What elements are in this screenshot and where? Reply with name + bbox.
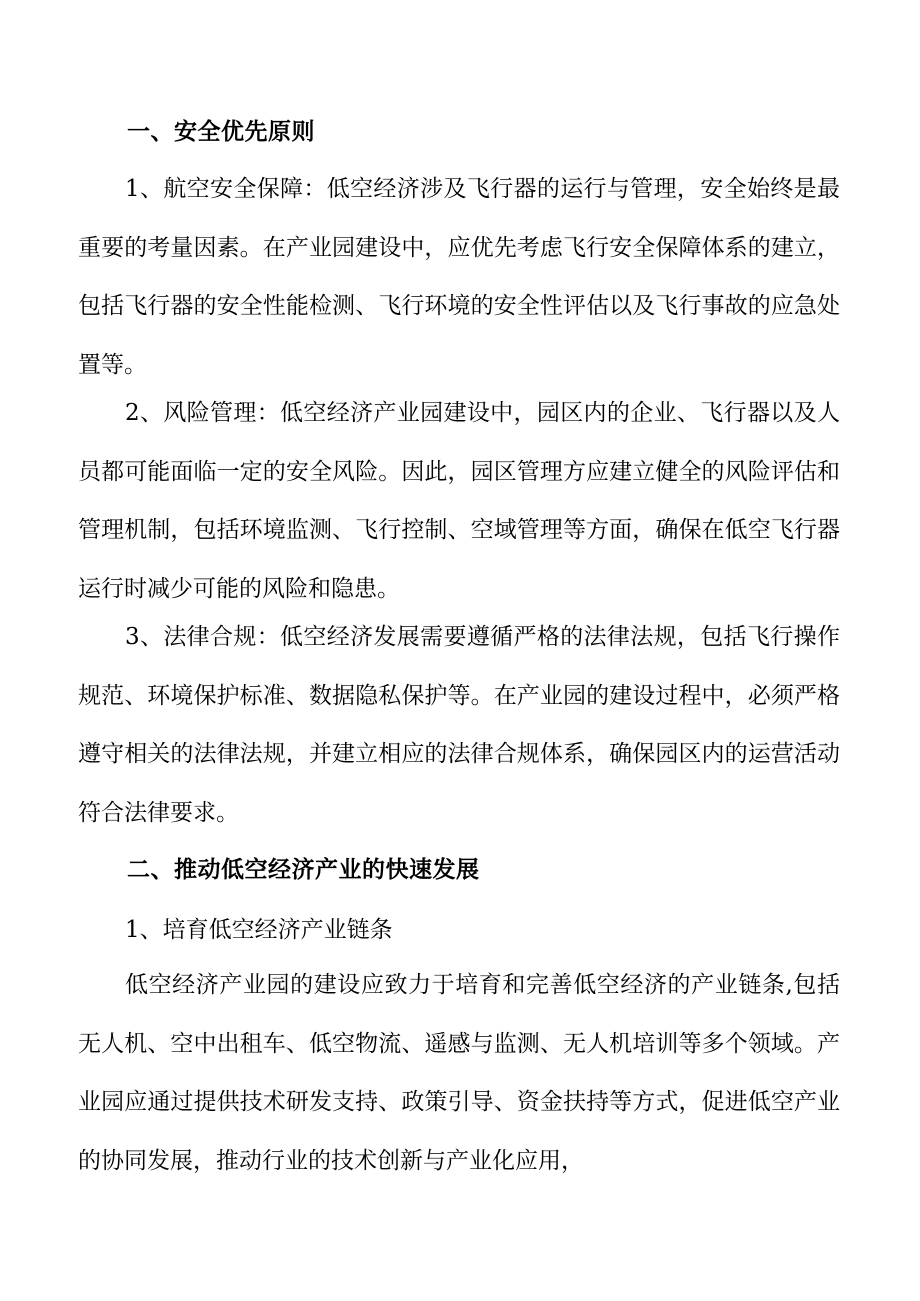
- section-heading-industry-development: 二、推动低空经济产业的快速发展: [127, 856, 480, 883]
- section-heading-safety-first: 一、安全优先原则: [127, 118, 315, 145]
- paragraph-aviation-safety: 1、航空安全保障：低空经济涉及飞行器的运行与管理，安全始终是最重要的考量因素。在产业园建设中，应优先考虑飞行安全保障体系的建立，包括飞行器的安全性能检测、飞行环境的安全性评估以及飞行事故的应急处置等。: [78, 176, 840, 378]
- subheading-industry-chain: 1、培育低空经济产业链条: [125, 917, 393, 943]
- paragraph-risk-management: 2、风险管理：低空经济产业园建设中，园区内的企业、飞行器以及人员都可能面临一定的安全风险。因此，园区管理方应建立健全的风险评估和管理机制，包括环境监测、飞行控制、空域管理等方面，确保在低空飞行器运行时减少可能的风险和隐患。: [78, 400, 840, 602]
- paragraph-legal-compliance: 3、法律合规：低空经济发展需要遵循严格的法律法规，包括飞行操作规范、环境保护标准、数据隐私保护等。在产业园的建设过程中，必须严格遵守相关的法律法规，并建立相应的法律合规体系，确保园区内的运营活动符合法律要求。: [78, 624, 840, 826]
- paragraph-industry-chain: 低空经济产业园的建设应致力于培育和完善低空经济的产业链条,包括无人机、空中出租车、低空物流、遥感与监测、无人机培训等多个领域。产业园应通过提供技术研发支持、政策引导、资金扶持等方式，促进低空产业的协同发展，推动行业的技术创新与产业化应用，: [78, 972, 840, 1174]
